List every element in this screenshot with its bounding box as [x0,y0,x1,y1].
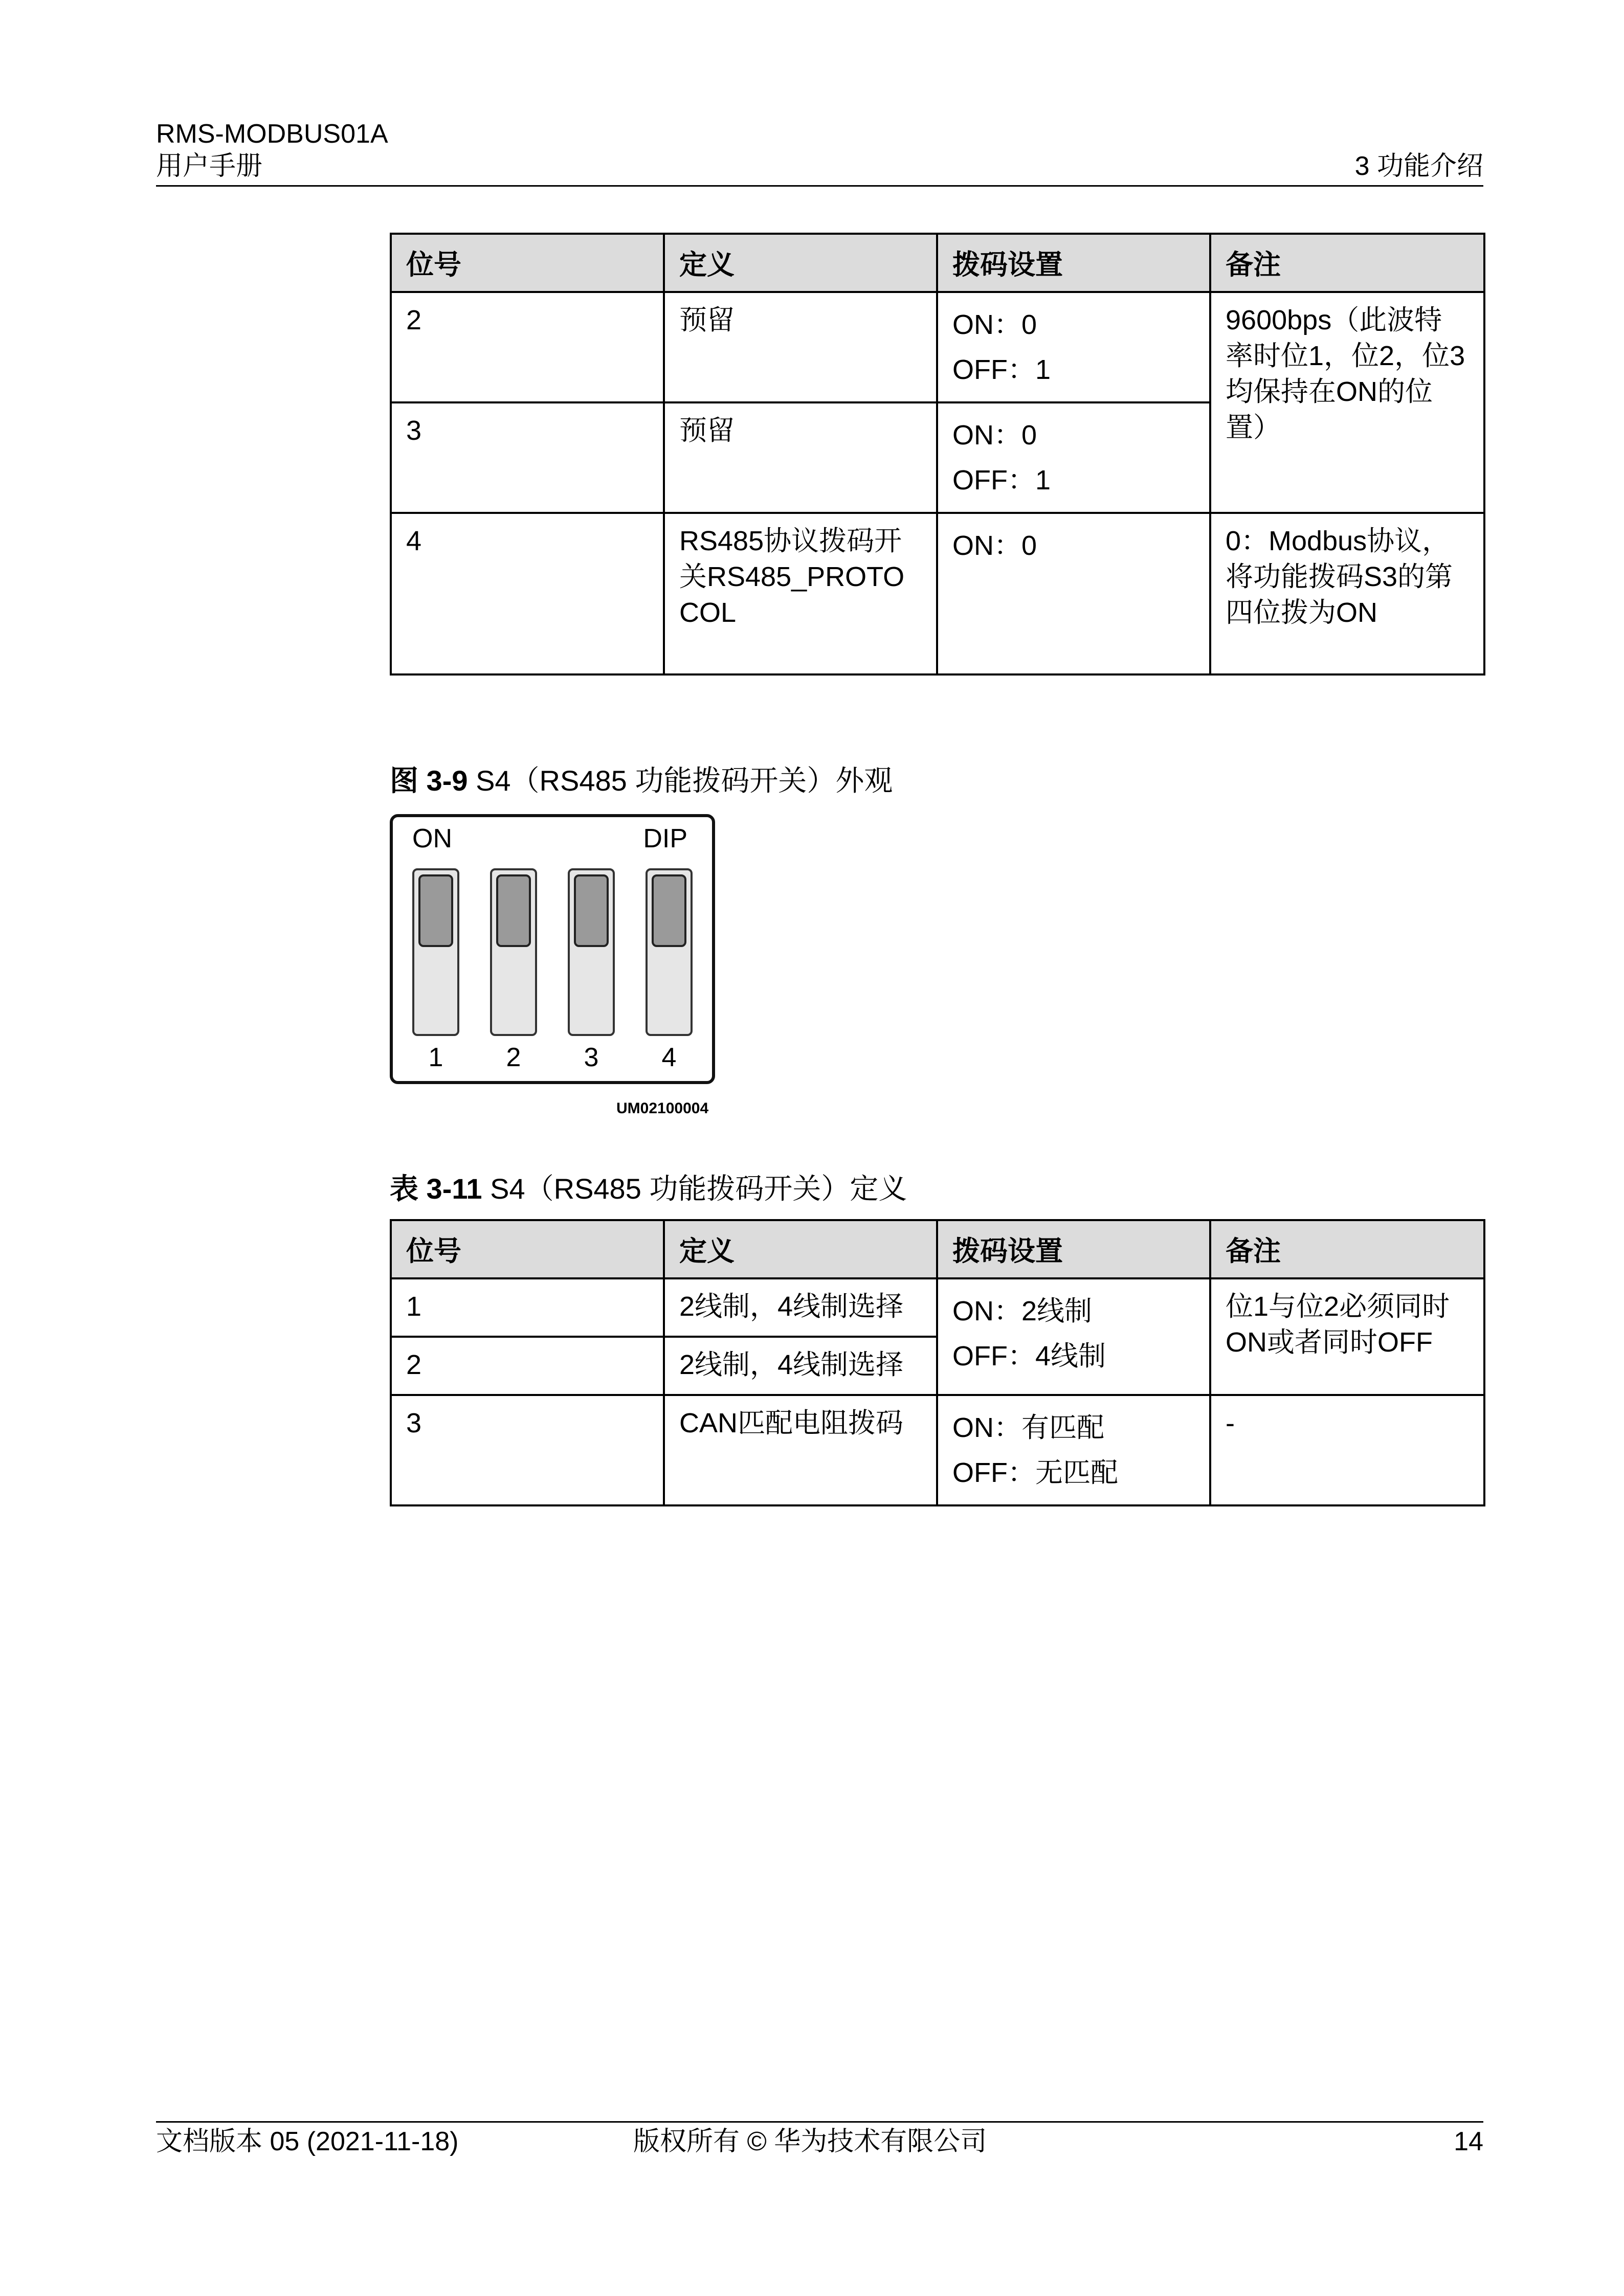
cell-def: 预留 [664,402,937,513]
cell-note-merged: 位1与位2必须同时ON或者同时OFF [1210,1278,1484,1395]
footer-copyright: 版权所有 © 华为技术有限公司 [633,2127,987,2156]
dip-switch-1 [412,868,459,1036]
dip-number-2: 2 [506,1043,521,1072]
dip-knob [574,874,609,947]
set-off: OFF：4线制 [952,1341,1106,1371]
dip-knob [496,874,531,947]
table-row [391,513,1484,674]
table-title: S4（RS485 功能拨码开关）定义 [490,1173,907,1205]
dip-switch-2 [490,868,537,1036]
col-header-pos: 位号 [391,1220,664,1278]
dip-switch-figure [390,814,715,1084]
header-doc-type: 用户手册 [156,151,263,181]
cell-pos: 3 [391,1395,664,1505]
footer-page-number: 14 [1454,2127,1483,2156]
cell-def: 预留 [664,292,937,402]
dip-number-4: 4 [661,1043,677,1072]
footer-rule [156,2121,1483,2123]
cell-def: RS485协议拨码开关RS485_PROTOCOL [664,513,937,674]
dip-number-1: 1 [428,1043,443,1072]
cell-pos: 3 [391,402,664,513]
cell-def: CAN匹配电阻拨码 [664,1395,937,1505]
dip-switch-4 [646,868,693,1036]
dip-knob [418,874,453,947]
col-header-def: 定义 [664,234,937,292]
cell-def: 2线制，4线制选择 [664,1337,937,1395]
figure-label: 图 3-9 [390,764,468,797]
dip-knob [652,874,686,947]
col-header-def: 定义 [664,1220,937,1278]
table-label: 表 3-11 [390,1173,482,1205]
figure-title: S4（RS485 功能拨码开关）外观 [476,764,893,797]
cell-def: 2线制，4线制选择 [664,1278,937,1337]
set-off: OFF：1 [952,465,1051,496]
table-row [391,1395,1484,1505]
table-bottom [390,1219,1485,1506]
figure-code: UM02100004 [616,1100,709,1117]
col-header-pos: 位号 [391,234,664,292]
table-top [390,233,1485,676]
header-rule [156,185,1483,187]
figure-caption [390,763,893,799]
col-header-set: 拨码设置 [937,234,1210,292]
col-header-note: 备注 [1210,234,1484,292]
table-row [391,292,1484,402]
footer-version: 文档版本 05 (2021-11-18) [156,2127,459,2156]
table-header-row [391,1220,1484,1278]
cell-note: 0：Modbus协议，将功能拨码S3的第四位拨为ON [1210,513,1484,674]
table-row [391,1278,1484,1337]
cell-pos: 1 [391,1278,664,1337]
cell-note: - [1210,1395,1484,1505]
set-off: OFF：1 [952,354,1051,385]
col-header-set: 拨码设置 [937,1220,1210,1278]
cell-set [937,402,1210,513]
set-off: OFF：无匹配 [952,1457,1118,1488]
col-header-note: 备注 [1210,1220,1484,1278]
cell-pos: 2 [391,292,664,402]
table-header-row [391,234,1484,292]
cell-set [937,513,1210,674]
cell-pos: 4 [391,513,664,674]
dip-number-3: 3 [584,1043,599,1072]
table-caption [390,1171,907,1207]
header-chapter: 3 功能介绍 [1354,151,1483,181]
set-on: ON：0 [952,309,1037,340]
cell-note-merged: 9600bps（此波特率时位1，位2，位3均保持在ON的位置） [1210,292,1484,513]
header-product: RMS-MODBUS01A [156,119,388,149]
set-on: ON：0 [952,530,1037,561]
cell-pos: 2 [391,1337,664,1395]
set-on: ON：2线制 [952,1296,1093,1326]
cell-set [937,1395,1210,1505]
set-on: ON：有匹配 [952,1412,1104,1443]
cell-set-merged [937,1278,1210,1395]
dip-on-label: ON [412,824,452,853]
set-on: ON：0 [952,420,1037,451]
cell-set [937,292,1210,402]
dip-switch-3 [568,868,615,1036]
dip-brand-label: DIP [643,824,687,853]
